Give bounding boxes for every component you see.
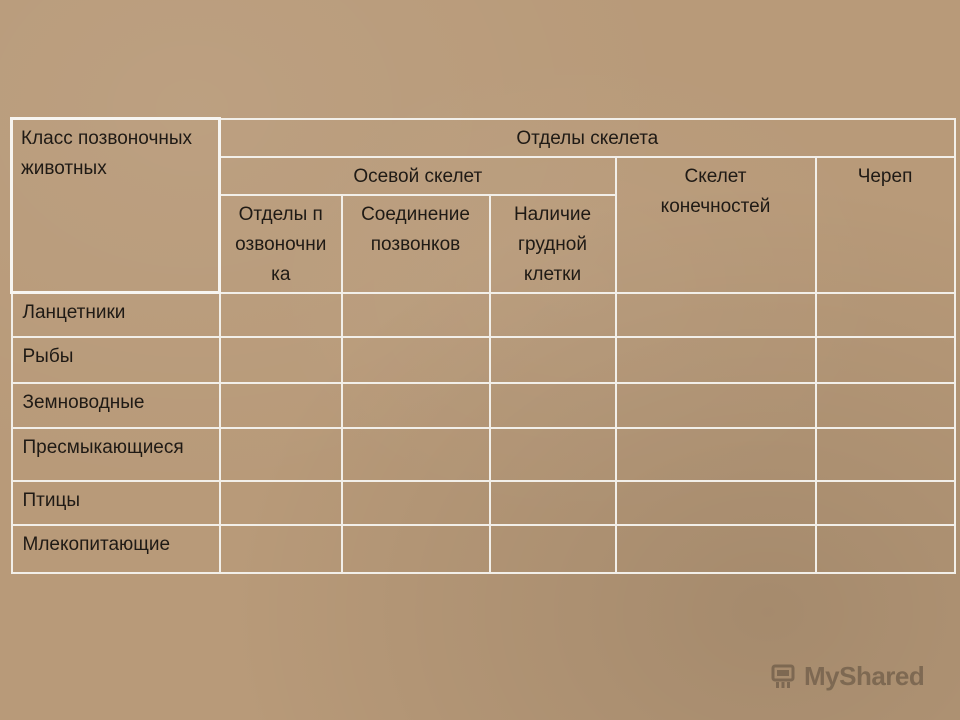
table-cell (616, 293, 816, 337)
table-cell (490, 337, 616, 383)
row-label-fish: Рыбы (12, 337, 220, 383)
table-cell (616, 383, 816, 428)
table-cell (490, 481, 616, 525)
header-axial-skeleton-cell (220, 157, 616, 195)
header-class-label: Класс позвоночных животных (21, 128, 192, 179)
table-cell (616, 481, 816, 525)
table-cell (342, 337, 490, 383)
table-cell (616, 525, 816, 573)
header-skull-cell (816, 157, 955, 293)
header-vertebra-connection-label: Соединение позвонков (361, 203, 470, 255)
table-cell (220, 293, 342, 337)
table-row (12, 293, 955, 337)
header-limb-skeleton-label: Скелет конечностей (660, 165, 771, 217)
header-spine-sections-label: Отделы позвоночника (235, 203, 327, 285)
header-vertebra-connection-cell (342, 195, 490, 293)
row-label-mammals: Млекопитающие (12, 525, 220, 573)
table-cell (342, 383, 490, 428)
table-cell (342, 525, 490, 573)
header-skeleton-sections-label: Отделы скелета (516, 127, 659, 149)
table-cell (816, 525, 955, 573)
myshared-watermark[interactable] (768, 656, 928, 696)
header-rib-cage-cell (490, 195, 616, 293)
table-cell (220, 525, 342, 573)
table-cell (816, 481, 955, 525)
table-cell (342, 428, 490, 481)
table-row (12, 525, 955, 573)
table-cell (816, 337, 955, 383)
table-cell (490, 383, 616, 428)
header-rib-cage-label: Наличие грудной клетки (513, 203, 592, 285)
vertebrate-skeleton-table (10, 117, 956, 574)
table-cell (342, 481, 490, 525)
row-label-reptiles: Пресмыкающиеся (12, 428, 220, 481)
header-spine-sections-cell (220, 195, 342, 293)
myshared-logo-icon (768, 661, 798, 691)
header-skeleton-sections-cell (220, 119, 955, 157)
row-label-birds: Птицы (12, 481, 220, 525)
table-cell (816, 293, 955, 337)
table-cell (490, 293, 616, 337)
header-class-cell (12, 119, 220, 293)
row-label-lancelets: Ланцетники (12, 293, 220, 337)
table-cell (490, 428, 616, 481)
watermark-text: MyShared (804, 660, 925, 691)
table-cell (616, 337, 816, 383)
row-label-amphibians: Земноводные (12, 383, 220, 428)
table-cell (220, 383, 342, 428)
table-cell (490, 525, 616, 573)
table-row (12, 481, 955, 525)
header-axial-skeleton-label: Осевой скелет (353, 165, 483, 187)
table-row (12, 428, 955, 481)
table-cell (616, 428, 816, 481)
header-limb-skeleton-cell (616, 157, 816, 293)
table-cell (220, 337, 342, 383)
table-cell (220, 481, 342, 525)
table-cell (220, 428, 342, 481)
table-row (12, 337, 955, 383)
table-cell (342, 293, 490, 337)
table-row (12, 383, 955, 428)
table-cell (816, 428, 955, 481)
header-skull-label: Череп (857, 165, 913, 187)
table-cell (816, 383, 955, 428)
